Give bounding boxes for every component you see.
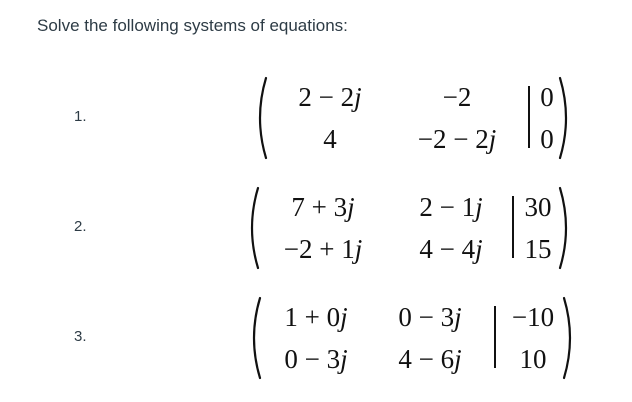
augment-divider — [528, 86, 530, 148]
instruction-text: Solve the following systems of equations: — [37, 16, 348, 35]
matrix-cell: 0 − 3j — [284, 344, 348, 374]
matrix-cell: 4 — [323, 124, 337, 154]
matrix-cell: 2 − 1j — [419, 192, 483, 222]
matrix-cell: 0 — [540, 124, 554, 154]
matrix-cell: 0 − 3j — [398, 302, 462, 332]
matrix-cell: 4 − 4j — [419, 234, 483, 264]
augmented-matrix — [244, 186, 576, 270]
right-parenthesis — [558, 76, 574, 160]
matrix-cell: 10 — [519, 344, 547, 374]
matrix-cell: −2 — [442, 82, 472, 112]
matrix-cell: −2 + 1j — [283, 234, 363, 264]
matrix-cell: 15 — [524, 234, 552, 264]
matrix-cell: 7 + 3j — [291, 192, 355, 222]
system-number: 3. — [74, 328, 87, 345]
matrix-cell: −2 − 2j — [417, 124, 497, 154]
right-parenthesis — [562, 296, 578, 380]
left-parenthesis — [244, 186, 260, 270]
matrix-cell: 1 + 0j — [284, 302, 348, 332]
left-parenthesis — [252, 76, 268, 160]
matrix-cell: 2 − 2j — [298, 82, 362, 112]
augment-divider — [494, 306, 496, 368]
matrix-cell: −10 — [511, 302, 555, 332]
matrix-cell: 30 — [524, 192, 552, 222]
right-parenthesis — [558, 186, 574, 270]
matrix-cell: 0 — [540, 82, 554, 112]
system-number: 2. — [74, 218, 87, 235]
matrix-cell: 4 − 6j — [398, 344, 462, 374]
system-number: 1. — [74, 108, 87, 125]
augmented-matrix — [252, 76, 574, 160]
augmented-matrix — [246, 296, 578, 380]
augment-divider — [512, 196, 514, 258]
